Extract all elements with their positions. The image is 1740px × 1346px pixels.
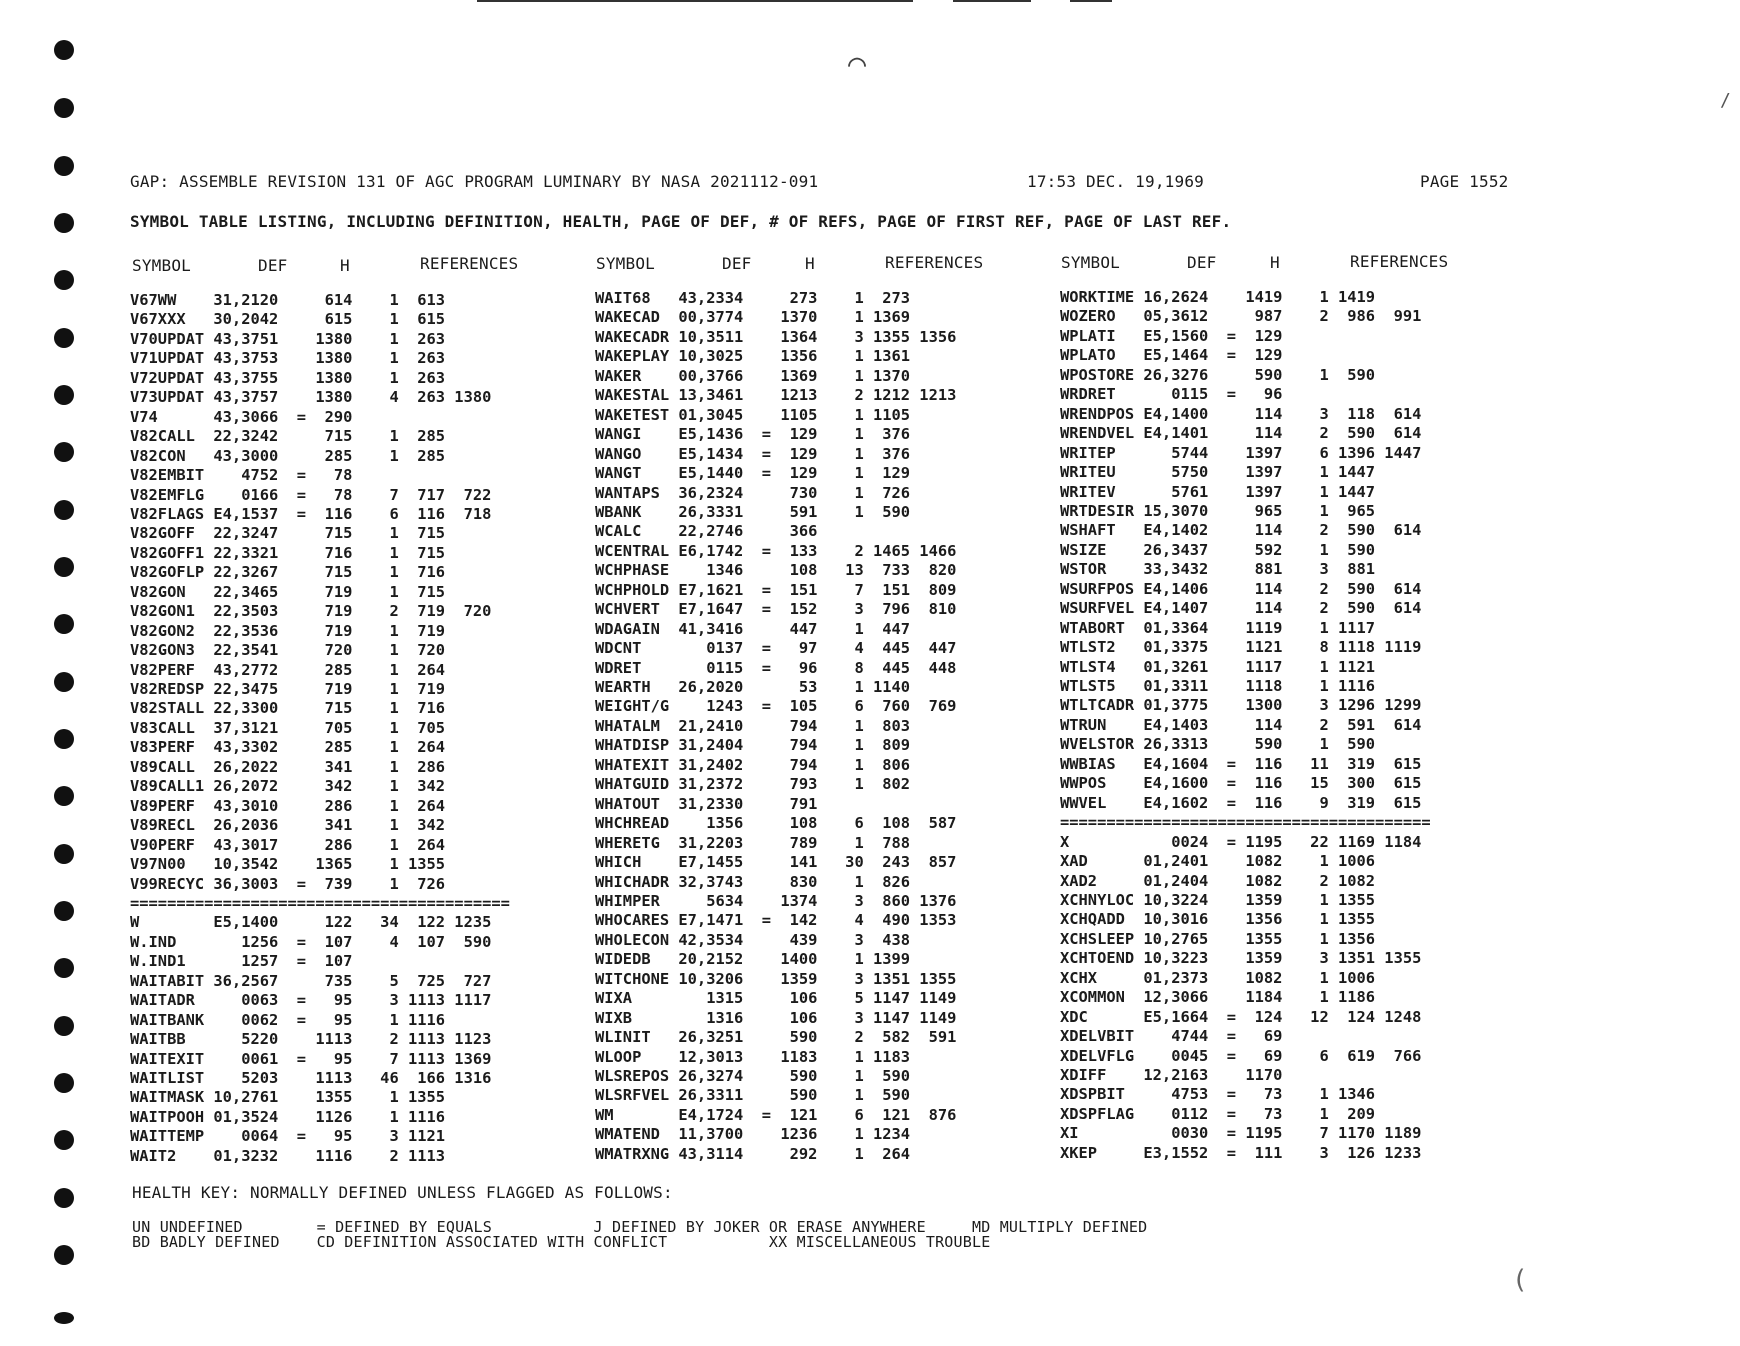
sprocket-hole [54, 385, 74, 405]
symbol-row: XCHX 01,2373 1082 1 1006 [1060, 968, 1376, 987]
sprocket-hole [54, 40, 74, 60]
col-header-symbol-2: SYMBOL [596, 254, 655, 273]
health-key-heading: HEALTH KEY: NORMALLY DEFINED UNLESS FLAGGED AS FOLLOWS: [132, 1183, 673, 1202]
sprocket-hole [54, 958, 74, 978]
symbol-row: XDSPFLAG 0112 = 73 1 209 [1060, 1104, 1376, 1123]
margin-mark: ( [1512, 1265, 1528, 1295]
col-header-health-2: H [805, 254, 815, 273]
symbol-row: W.IND1 1257 = 107 [130, 952, 353, 971]
symbol-row: V82GON 22,3465 719 1 715 [130, 582, 446, 601]
symbol-row: V82REDSP 22,3475 719 1 719 [130, 680, 446, 698]
symbol-row: V89CALL1 26,2072 342 1 342 [130, 777, 446, 796]
symbol-row: WWPOS E4,1600 = 116 15 300 615 [1060, 774, 1422, 793]
symbol-row: XCHTOEND 10,3223 1359 3 1351 1355 [1060, 949, 1422, 968]
symbol-row: WDRET 0115 = 96 8 445 448 [595, 658, 957, 677]
symbol-row: WBANK 26,3331 591 1 590 [595, 502, 911, 521]
sprocket-hole [54, 1130, 74, 1150]
symbol-row: WOZERO 05,3612 987 2 986 991 [1060, 307, 1422, 326]
symbol-row: V82GOFF1 22,3321 716 1 715 [130, 543, 446, 562]
symbol-row: WIXA 1315 106 5 1147 1149 [595, 989, 957, 1008]
symbol-row: WSHAFT E4,1402 114 2 590 614 [1060, 521, 1422, 540]
symbol-row: WAKETEST 01,3045 1105 1 1105 [595, 405, 911, 424]
listing-subtitle: SYMBOL TABLE LISTING, INCLUDING DEFINITION, HEALTH, PAGE OF DEF, # OF REFS, PAGE OF FIRST REF, PAGE OF LAST REF. [130, 212, 1232, 231]
symbol-row: WRITEP 5744 1397 6 1396 1447 [1060, 443, 1422, 462]
symbol-row: WANGI E5,1436 = 129 1 376 [595, 425, 911, 444]
symbol-row: WHICH E7,1455 141 30 243 857 [595, 853, 957, 872]
symbol-row: WRENDVEL E4,1401 114 2 590 614 [1060, 424, 1422, 443]
symbol-row: XCOMMON 12,3066 1184 1 1186 [1060, 988, 1376, 1007]
col-header-refs-3: REFERENCES [1350, 252, 1449, 271]
symbol-row: WHERETG 31,2203 789 1 788 [595, 833, 911, 852]
symbol-row: XAD2 01,2404 1082 2 1082 [1060, 871, 1376, 890]
symbol-row: WM E4,1724 = 121 6 121 876 [595, 1105, 957, 1124]
symbol-row: V89PERF 43,3010 286 1 264 [130, 796, 446, 815]
symbol-row: WPLATO E5,1464 = 129 [1060, 346, 1283, 365]
symbol-row: WPOSTORE 26,3276 590 1 590 [1060, 365, 1376, 384]
symbol-row: V67WW 31,2120 614 1 613 [130, 291, 446, 309]
health-key-line-2: BD BADLY DEFINED CD DEFINITION ASSOCIATED WITH CONFLICT XX MISCELLANEOUS TROUBLE [132, 1233, 991, 1251]
symbol-row: XAD 01,2401 1082 1 1006 [1060, 852, 1376, 871]
header-page: PAGE 1552 [1420, 172, 1509, 191]
col-header-health-3: H [1270, 253, 1280, 272]
symbol-row: V82STALL 22,3300 715 1 716 [130, 699, 446, 718]
symbol-row: WTRUN E4,1403 114 2 591 614 [1060, 715, 1422, 734]
symbol-row: WRDRET 0115 = 96 [1060, 385, 1283, 404]
sprocket-hole [54, 614, 74, 634]
symbol-row: WANGO E5,1434 = 129 1 376 [595, 444, 911, 463]
symbol-row: WAITLIST 5203 1113 46 166 1316 [130, 1069, 492, 1087]
col-header-def-3: DEF [1187, 253, 1217, 272]
sprocket-hole [54, 500, 74, 520]
sprocket-hole [54, 270, 74, 290]
symbol-row: V70UPDAT 43,3751 1380 1 263 [130, 329, 446, 348]
symbol-row: WTLTCADR 01,3775 1300 3 1296 1299 [1060, 696, 1422, 715]
symbol-row: WANGT E5,1440 = 129 1 129 [595, 464, 911, 483]
symbol-row: WHATEXIT 31,2402 794 1 806 [595, 755, 911, 774]
symbol-row: WHICHADR 32,3743 830 1 826 [595, 872, 911, 891]
symbol-row: V89RECL 26,2036 341 1 342 [130, 816, 446, 835]
top-rule [1070, 0, 1112, 2]
symbol-row: WTABORT 01,3364 1119 1 1117 [1060, 618, 1376, 637]
col-header-refs-2: REFERENCES [885, 253, 984, 272]
sprocket-hole [54, 1016, 74, 1036]
symbol-row: WAKECAD 00,3774 1370 1 1369 [595, 308, 911, 327]
symbol-row: XDELVBIT 4744 = 69 [1060, 1027, 1283, 1046]
symbol-row: XCHNYLOC 10,3224 1359 1 1355 [1060, 890, 1376, 909]
symbol-row: XCHSLEEP 10,2765 1355 1 1356 [1060, 929, 1376, 948]
symbol-row: V71UPDAT 43,3753 1380 1 263 [130, 349, 446, 368]
sprocket-hole [54, 328, 74, 348]
symbol-row: WCHVERT E7,1647 = 152 3 796 810 [595, 600, 957, 619]
symbol-row: WHATGUID 31,2372 793 1 802 [595, 775, 911, 794]
sprocket-hole [54, 156, 74, 176]
symbol-row: WITCHONE 10,3206 1359 3 1351 1355 [595, 969, 957, 988]
symbol-row: V82GON1 22,3503 719 2 719 720 [130, 602, 492, 621]
symbol-row: ========================================= [130, 893, 510, 912]
sprocket-hole [54, 1245, 74, 1265]
symbol-row: WEIGHT/G 1243 = 105 6 760 769 [595, 697, 957, 716]
col-header-refs-1: REFERENCES [420, 254, 519, 273]
symbol-row: V82PERF 43,2772 285 1 264 [130, 660, 446, 679]
symbol-row: WHCHREAD 1356 108 6 108 587 [595, 814, 957, 833]
symbol-row: WCHPHASE 1346 108 13 733 820 [595, 561, 957, 580]
symbol-row: XKEP E3,1552 = 111 3 126 1233 [1060, 1143, 1422, 1162]
col-header-health-1: H [340, 256, 350, 275]
symbol-row: WAITBB 5220 1113 2 1113 1123 [130, 1030, 492, 1049]
symbol-row: V82GOFF 22,3247 715 1 715 [130, 524, 446, 543]
sprocket-hole [54, 442, 74, 462]
symbol-row: WIDEDB 20,2152 1400 1 1399 [595, 950, 911, 969]
symbol-row: WAITPOOH 01,3524 1126 1 1116 [130, 1107, 446, 1126]
symbol-row: WMATRXNG 43,3114 292 1 264 [595, 1144, 911, 1163]
symbol-row: V82EMFLG 0166 = 78 7 717 722 [130, 485, 492, 504]
symbol-row: WTLST4 01,3261 1117 1 1121 [1060, 657, 1376, 676]
symbol-row: WSTOR 33,3432 881 3 881 [1060, 560, 1376, 579]
symbol-row: WLSRFVEL 26,3311 590 1 590 [595, 1086, 911, 1105]
sprocket-hole [54, 1188, 74, 1208]
symbol-row: WHIMPER 5634 1374 3 860 1376 [595, 891, 957, 910]
symbol-row: WAITTEMP 0064 = 95 3 1121 [130, 1127, 446, 1146]
header-time: 17:53 DEC. 19,1969 [1027, 172, 1204, 191]
symbol-row: V82EMBIT 4752 = 78 [130, 466, 353, 485]
symbol-row: W.IND 1256 = 107 4 107 590 [130, 932, 492, 951]
symbol-row: WORKTIME 16,2624 1419 1 1419 [1060, 288, 1376, 306]
sprocket-hole [54, 672, 74, 692]
symbol-row: WRENDPOS E4,1400 114 3 118 614 [1060, 404, 1422, 423]
margin-mark: / [1720, 90, 1731, 111]
symbol-row: WSURFVEL E4,1407 114 2 590 614 [1060, 599, 1422, 618]
symbol-row: V73UPDAT 43,3757 1380 4 263 1380 [130, 388, 492, 407]
symbol-row: XCHQADD 10,3016 1356 1 1355 [1060, 910, 1376, 929]
symbol-row: XDIFF 12,2163 1170 [1060, 1066, 1283, 1084]
symbol-row: V74 43,3066 = 290 [130, 407, 353, 426]
symbol-row: WTLST2 01,3375 1121 8 1118 1119 [1060, 638, 1422, 657]
symbol-row: WLOOP 12,3013 1183 1 1183 [595, 1047, 911, 1066]
symbol-row: V82CON 43,3000 285 1 285 [130, 446, 446, 465]
col-header-symbol-1: SYMBOL [132, 256, 191, 275]
sprocket-hole [54, 844, 74, 864]
symbol-row: WAITBANK 0062 = 95 1 1116 [130, 1010, 446, 1029]
symbol-row: V67XXX 30,2042 615 1 615 [130, 310, 446, 329]
symbol-row: WDCNT 0137 = 97 4 445 447 [595, 639, 957, 658]
symbol-row: WRITEV 5761 1397 1 1447 [1060, 482, 1376, 501]
symbol-row: V82CALL 22,3242 715 1 285 [130, 427, 446, 446]
top-rule [953, 0, 1031, 2]
symbol-row: WLINIT 26,3251 590 2 582 591 [595, 1028, 957, 1047]
symbol-row: WPLATI E5,1560 = 129 [1060, 326, 1283, 345]
symbol-row: WAITABIT 36,2567 735 5 725 727 [130, 971, 492, 990]
sprocket-hole [54, 1073, 74, 1093]
header-title: GAP: ASSEMBLE REVISION 131 OF AGC PROGRAM LUMINARY BY NASA 2021112-091 [130, 172, 819, 191]
sprocket-hole [54, 213, 74, 233]
symbol-row: WHOCARES E7,1471 = 142 4 490 1353 [595, 911, 957, 930]
symbol-row: WAIT2 01,3232 1116 2 1113 [130, 1146, 446, 1165]
sprocket-hole [54, 786, 74, 806]
symbol-row: WAKECADR 10,3511 1364 3 1355 1356 [595, 327, 957, 346]
symbol-row: WCALC 22,2746 366 [595, 522, 818, 541]
symbol-row: WIXB 1316 106 3 1147 1149 [595, 1008, 957, 1027]
symbol-row: WHOLECON 42,3534 439 3 438 [595, 930, 911, 949]
top-rule [477, 0, 913, 2]
symbol-row: V82GON3 22,3541 720 1 720 [130, 641, 446, 660]
symbol-row: WCENTRAL E6,1742 = 133 2 1465 1466 [595, 541, 957, 560]
symbol-row: W E5,1400 122 34 122 1235 [130, 913, 492, 932]
symbol-row: WANTAPS 36,2324 730 1 726 [595, 483, 911, 502]
symbol-row: WTLST5 01,3311 1118 1 1116 [1060, 677, 1376, 695]
symbol-row: V83PERF 43,3302 285 1 264 [130, 738, 446, 757]
health-key-line-1: UN UNDEFINED = DEFINED BY EQUALS J DEFINED BY JOKER OR ERASE ANYWHERE MD MULTIPLY DEFINED [132, 1218, 1148, 1236]
symbol-row: V82GON2 22,3536 719 1 719 [130, 621, 446, 640]
symbol-row: WSIZE 26,3437 592 1 590 [1060, 540, 1376, 559]
margin-mark: ⌒ [848, 46, 867, 81]
symbol-row: WAKER 00,3766 1369 1 1370 [595, 366, 911, 385]
symbol-row: V99RECYC 36,3003 = 739 1 726 [130, 874, 446, 893]
symbol-row: ======================================== [1060, 813, 1431, 832]
symbol-row: XI 0030 = 1195 7 1170 1189 [1060, 1124, 1422, 1143]
symbol-row: WAITEXIT 0061 = 95 7 1113 1369 [130, 1049, 492, 1068]
symbol-row: V82FLAGS E4,1537 = 116 6 116 718 [130, 504, 492, 523]
symbol-row: V90PERF 43,3017 286 1 264 [130, 835, 446, 854]
symbol-row: V89CALL 26,2022 341 1 286 [130, 757, 446, 776]
symbol-row: WRTDESIR 15,3070 965 1 965 [1060, 501, 1376, 520]
symbol-row: V72UPDAT 43,3755 1380 1 263 [130, 368, 446, 387]
symbol-row: X 0024 = 1195 22 1169 1184 [1060, 832, 1422, 851]
symbol-row: WSURFPOS E4,1406 114 2 590 614 [1060, 579, 1422, 598]
symbol-row: V97N00 10,3542 1365 1 1355 [130, 855, 446, 874]
symbol-row: XDELVFLG 0045 = 69 6 619 766 [1060, 1046, 1422, 1065]
symbol-row: XDC E5,1664 = 124 12 124 1248 [1060, 1007, 1422, 1026]
col-header-symbol-3: SYMBOL [1061, 253, 1120, 272]
symbol-row: WAITMASK 10,2761 1355 1 1355 [130, 1088, 446, 1107]
sprocket-hole [54, 901, 74, 921]
symbol-row: WAKESTAL 13,3461 1213 2 1212 1213 [595, 386, 957, 405]
symbol-row: WRITEU 5750 1397 1 1447 [1060, 463, 1376, 482]
symbol-row: WHATOUT 31,2330 791 [595, 794, 818, 813]
sprocket-hole [54, 729, 74, 749]
symbol-row: WAKEPLAY 10,3025 1356 1 1361 [595, 347, 911, 366]
symbol-row: V83CALL 37,3121 705 1 705 [130, 718, 446, 737]
sprocket-hole [54, 1312, 74, 1324]
symbol-row: WWBIAS E4,1604 = 116 11 319 615 [1060, 754, 1422, 773]
symbol-row: WDAGAIN 41,3416 447 1 447 [595, 619, 911, 638]
sprocket-hole [54, 98, 74, 118]
symbol-row: WMATEND 11,3700 1236 1 1234 [595, 1125, 911, 1144]
col-header-def-1: DEF [258, 256, 288, 275]
sprocket-hole [54, 557, 74, 577]
symbol-row: WVELSTOR 26,3313 590 1 590 [1060, 735, 1376, 754]
col-header-def-2: DEF [722, 254, 752, 273]
symbol-row: WHATALM 21,2410 794 1 803 [595, 716, 911, 735]
symbol-row: WWVEL E4,1602 = 116 9 319 615 [1060, 793, 1422, 812]
symbol-row: WCHPHOLD E7,1621 = 151 7 151 809 [595, 580, 957, 599]
symbol-row: WAITADR 0063 = 95 3 1113 1117 [130, 991, 492, 1010]
symbol-row: WHATDISP 31,2404 794 1 809 [595, 736, 911, 755]
symbol-row: WLSREPOS 26,3274 590 1 590 [595, 1067, 911, 1085]
symbol-row: WEARTH 26,2020 53 1 1140 [595, 678, 911, 696]
symbol-row: XDSPBIT 4753 = 73 1 1346 [1060, 1085, 1376, 1104]
symbol-row: V82GOFLP 22,3267 715 1 716 [130, 563, 446, 582]
symbol-row: WAIT68 43,2334 273 1 273 [595, 289, 911, 307]
